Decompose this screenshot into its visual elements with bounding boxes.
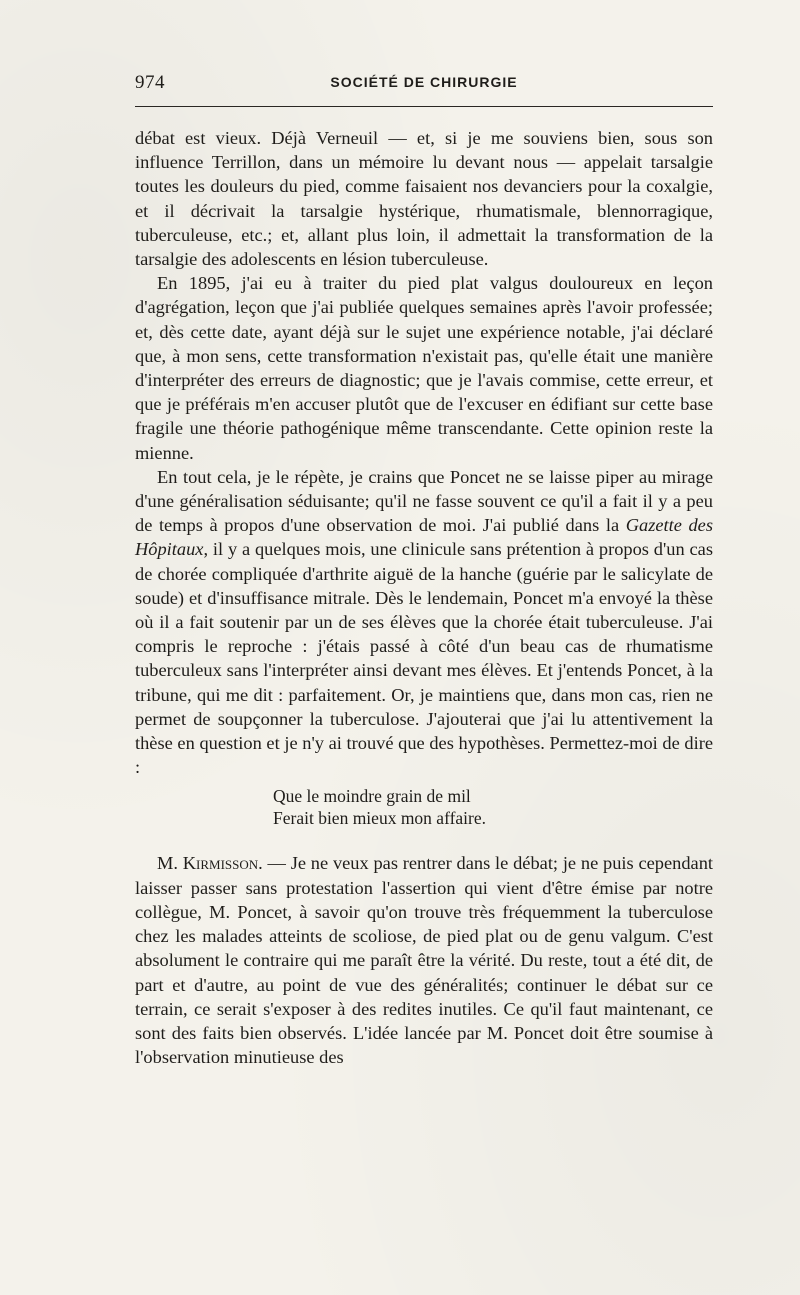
page-number: 974 [135,72,165,93]
paragraph-3-text-a: En tout cela, je le répète, je crains que Poncet ne se laisse piper au mirage d'une généralisation séduisante; qu'il ne fasse souvent ce qu'il a fait il y a peu de temps à propos d'une observation de moi. J'ai publié dans la [135,466,713,536]
paragraph-2: En 1895, j'ai eu à traiter du pied plat valgus douloureux en leçon d'agrégation, leçon que j'ai publiée quelques semaines après l'avoir professée; et, dès cette date, ayant déjà sur le sujet une expérience notable, j'ai déclaré que, à mon sens, cette transformation n'existait pas, qu'elle était une manière d'interpréter des erreurs de diagnostic; que je l'avais commise, cette erreur, et que je préférais m'en accuser plutôt que de l'excuser en édifiant sur cette base fragile une théorie pathogénique même transcendante. Cette opinion reste la mienne. [135,273,713,463]
speaker-name: M. Kirmisson. [157,853,263,874]
journal-title: Gazette des Hôpitaux [135,515,714,560]
verse-line-2: Ferait bien mieux mon affaire. [273,808,487,829]
paragraph-3-text-b: , il y a quelques mois, une clinicule sans prétention à propos d'un cas de chorée compliquée d'arthrite aiguë de la hanche (guérie par le salicylate de soude) et d'insuffisance mitrale. Dès le lendemain, Poncet m'a envoyé la thèse où il a fait soutenir par un de ses élèves que la chorée était tuberculeuse. J'ai compris le reproche : j'étais passé à côté d'un beau cas de rhumatisme tuberculeux sans l'interpréter ainsi devant mes élèves. Et j'entends Poncet, à la tribune, qui me dit : parfaitement. Or, je maintiens que, dans mon cas, rien ne permet de soupçonner la tuberculose. J'ajouterai que j'ai lu attentivement la thèse en question et je n'y ai trouvé que des hypothèses. Permettez-moi de dire : [135,539,713,778]
paragraph-3 [135,465,713,780]
paragraph-4 [135,851,713,1069]
paragraph-4-text: — Je ne veux pas rentrer dans le débat; je ne puis cependant laisser passer sans protestation l'assertion qui vient d'être émise par notre collègue, M. Poncet, à savoir qu'on trouve très fréquemment la tuberculose chez les malades atteints de scoliose, de pied plat ou de genu valgum. C'est absolument le contraire qui me paraît être la vérité. Du reste, tout a été dit, de part et d'autre, au point de vue des généralités; continuer le débat sur ce terrain, ce serait s'exposer à des redites inutiles. Ce qu'il faut maintenant, ce sont des faits bien observés. L'idée lancée par M. Poncet doit être soumise à l'observation minutieuse des [135,853,713,1068]
page-header [135,70,713,100]
header-rule [135,106,713,107]
section-gap [135,829,713,851]
verse-quote [273,785,713,829]
verse-line-1: Que le moindre grain de mil [273,786,471,807]
body-text [135,126,713,1069]
running-head: SOCIÉTÉ DE CHIRURGIE [330,74,518,90]
paragraph-1: débat est vieux. Déjà Verneuil — et, si je me souviens bien, sous son influence Terrillon, dans un mémoire lu devant nous — appelait tarsalgie toutes les douleurs du pied, comme faisaient nos devanciers pour la coxalgie, et il décrivait la tarsalgie hystérique, rhumatismale, blennorragique, tuberculeuse, etc.; et, allant plus loin, il admettait la transformation de la tarsalgie des adolescents en lésion tuberculeuse. [135,128,713,270]
